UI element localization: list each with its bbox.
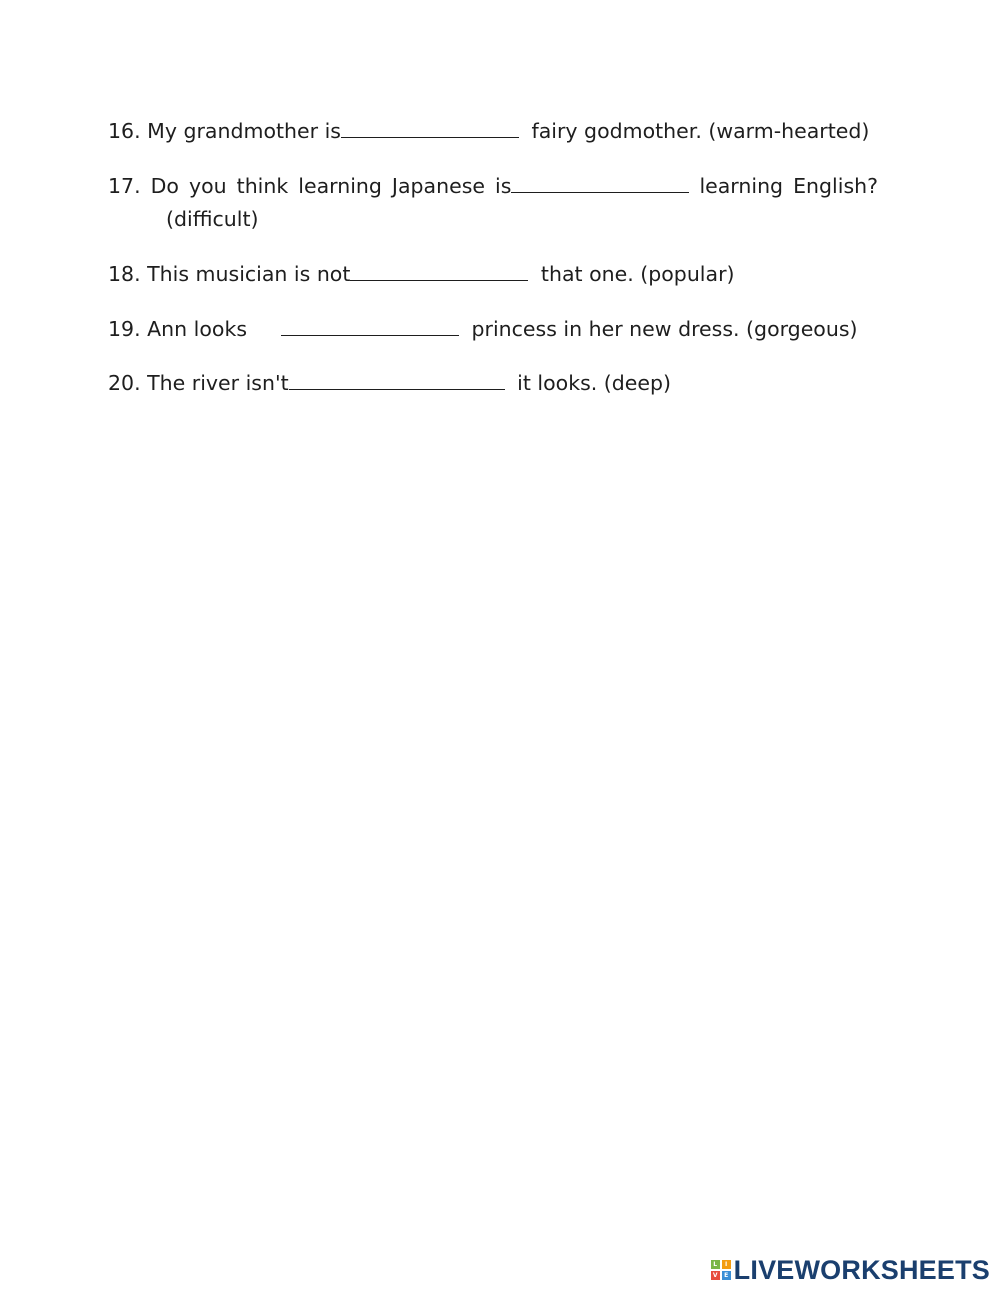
question-text-before: Ann looks	[147, 317, 247, 341]
question-word: think	[236, 174, 289, 198]
question-hint: (difficult)	[166, 207, 259, 231]
question-number: 19.	[108, 317, 141, 341]
question-word: you	[188, 174, 227, 198]
question-word: English?	[793, 174, 878, 198]
logo-letter: I	[722, 1260, 731, 1269]
liveworksheets-logo[interactable]	[711, 1253, 990, 1287]
question-text-after: princess in her new dress. (gorgeous)	[471, 317, 858, 341]
question-20	[108, 367, 671, 400]
answer-blank[interactable]	[341, 119, 519, 138]
question-18	[108, 258, 735, 291]
answer-blank[interactable]	[511, 174, 689, 193]
question-word: learning	[298, 174, 382, 198]
question-word: is	[495, 174, 512, 198]
question-text-after: that one. (popular)	[540, 262, 735, 286]
logo-letter: L	[711, 1260, 720, 1269]
question-16	[108, 115, 869, 148]
question-text-before: This musician is not	[147, 262, 351, 286]
question-17	[108, 170, 878, 236]
question-19	[108, 313, 858, 346]
logo-text: LIVEWORKSHEETS	[733, 1254, 990, 1285]
question-number: 16.	[108, 119, 141, 143]
question-word: Japanese	[391, 174, 486, 198]
logo-letter: E	[722, 1271, 731, 1280]
logo-mark-icon	[711, 1260, 731, 1280]
question-number: 18.	[108, 262, 141, 286]
question-number: 17.	[108, 174, 141, 198]
question-text-before: My grandmother is	[147, 119, 341, 143]
question-text-after: fairy godmother. (warm-hearted)	[531, 119, 870, 143]
question-number: 20.	[108, 371, 141, 395]
question-word: Do	[150, 174, 179, 198]
answer-blank[interactable]	[289, 371, 505, 390]
question-text-before: The river isn't	[147, 371, 289, 395]
answer-blank[interactable]	[281, 317, 459, 336]
question-word: learning	[699, 174, 784, 198]
question-text-after: it looks. (deep)	[517, 371, 672, 395]
logo-letter: V	[711, 1271, 720, 1280]
answer-blank[interactable]	[350, 262, 528, 281]
